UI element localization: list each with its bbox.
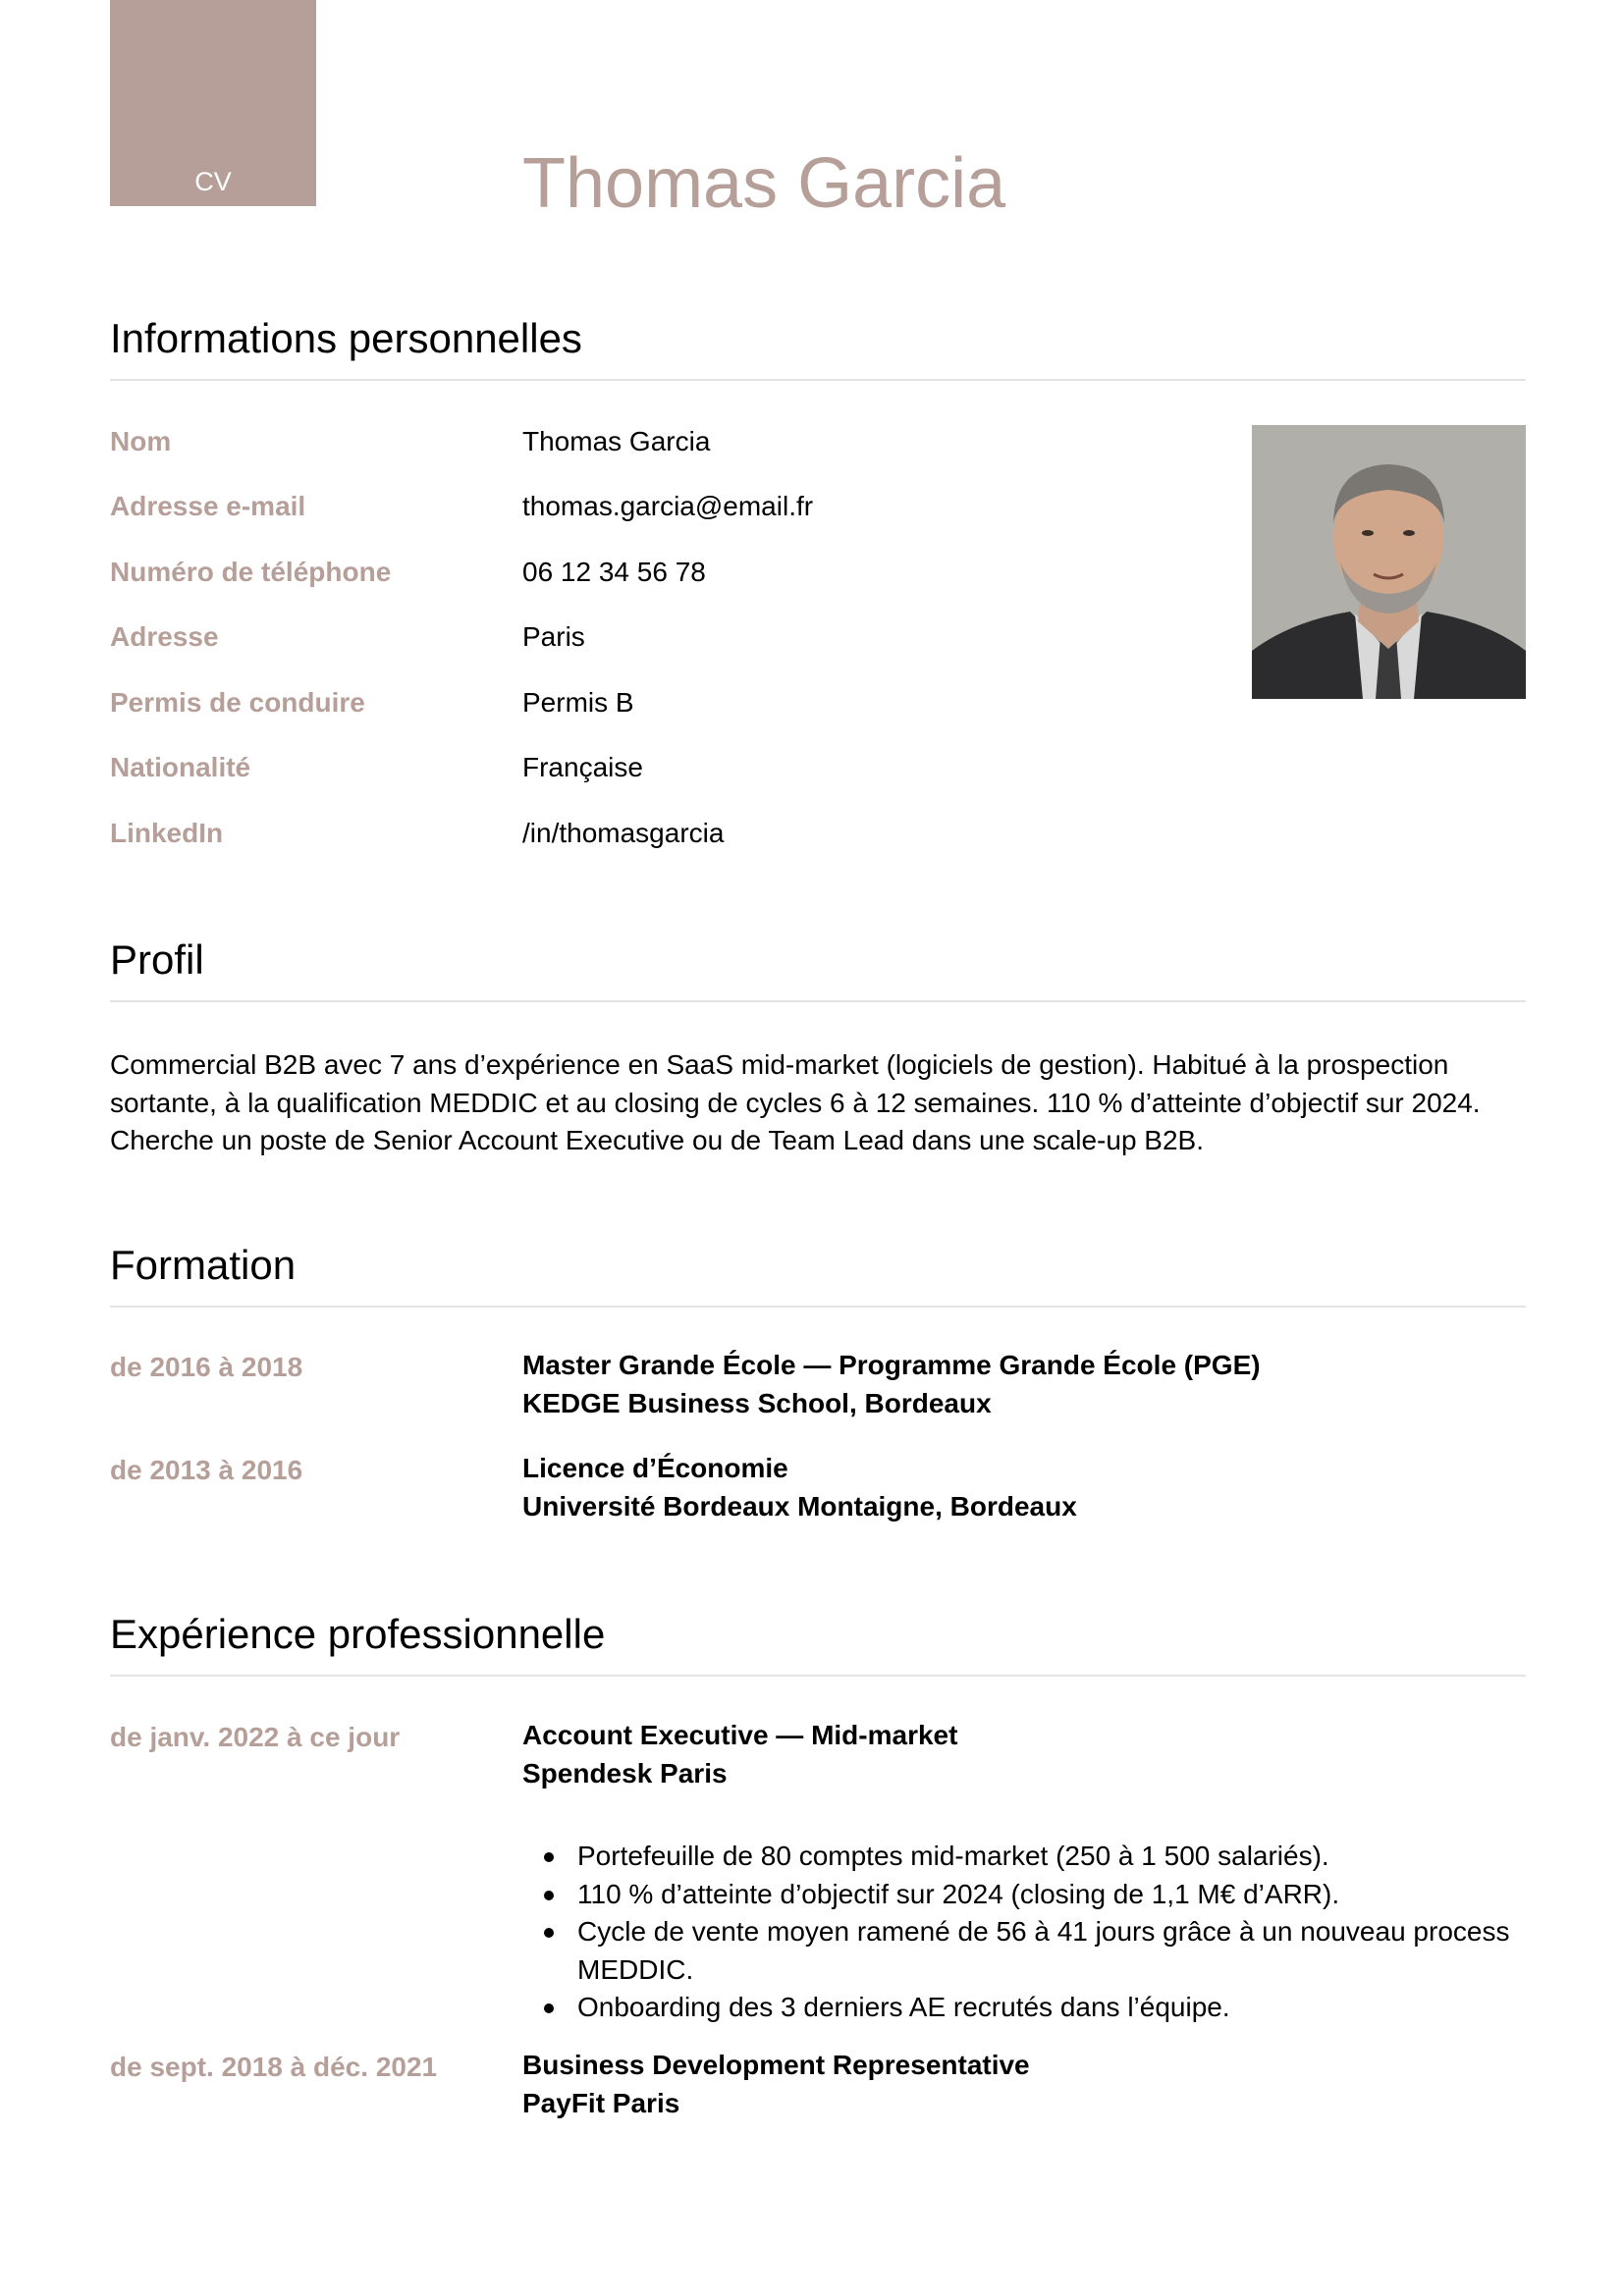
education-school: Université Bordeaux Montaigne, Bordeaux: [522, 1490, 1077, 1522]
info-value-linkedin[interactable]: /in/thomasgarcia: [522, 818, 725, 848]
info-label-address: Adresse: [110, 621, 219, 652]
experience-entry: [522, 1717, 1526, 1792]
experience-role: Business Development Representative: [522, 2050, 1030, 2080]
education-entry: [522, 1347, 1526, 1422]
cv-badge: [110, 0, 316, 206]
education-dates: de 2013 à 2016: [110, 1455, 303, 1485]
section-divider: [110, 379, 1526, 381]
info-value-name: Thomas Garcia: [522, 426, 711, 456]
section-title-profile: Profil: [110, 936, 204, 983]
info-value-license: Permis B: [522, 687, 634, 718]
experience-company: PayFit Paris: [522, 2087, 680, 2118]
experience-dates: de janv. 2022 à ce jour: [110, 1722, 401, 1752]
section-title-education: Formation: [110, 1242, 297, 1288]
section-title-personal-info: Informations personnelles: [110, 315, 582, 361]
info-value-address: Paris: [522, 621, 585, 652]
info-label-phone: Numéro de téléphone: [110, 557, 392, 587]
info-value-email[interactable]: thomas.garcia@email.fr: [522, 491, 814, 521]
section-divider: [110, 1000, 1526, 1002]
education-degree: Master Grande École — Programme Grande École (PGE): [522, 1350, 1261, 1380]
list-item: Cycle de vente moyen ramené de 56 à 41 jours grâce à un nouveau process MEDDIC.: [522, 1913, 1526, 1989]
section-title-experience: Expérience professionnelle: [110, 1611, 606, 1657]
education-entry: [522, 1450, 1526, 1525]
candidate-name: Thomas Garcia: [522, 144, 1006, 223]
education-school: KEDGE Business School, Bordeaux: [522, 1387, 992, 1418]
list-item: Portefeuille de 80 comptes mid-market (250 à 1 500 salariés).: [522, 1838, 1526, 1876]
profile-summary: Commercial B2B avec 7 ans d’expérience en SaaS mid-market (logiciels de gestion). Habitué à la prospection sortante, à la qualification MEDDIC et au closing de cycles 6 à 12 semaines. 110 % d’atteinte d’objectif sur 2024. Cherche un poste de Senior Account Executive ou de Team Lead dans une scale-up B2B.: [110, 1049, 1481, 1155]
portrait-photo-icon: [1252, 425, 1526, 699]
list-item: Onboarding des 3 derniers AE recrutés dans l’équipe.: [522, 1989, 1526, 2027]
list-item: 110 % d’atteinte d’objectif sur 2024 (closing de 1,1 M€ d’ARR).: [522, 1876, 1526, 1914]
info-value-nationality: Française: [522, 752, 643, 782]
cv-badge-label: CV: [194, 167, 232, 196]
section-divider: [110, 1306, 1526, 1308]
experience-dates: de sept. 2018 à déc. 2021: [110, 2052, 438, 2082]
info-label-nationality: Nationalité: [110, 752, 251, 782]
experience-company: Spendesk Paris: [522, 1757, 728, 1789]
info-label-license: Permis de conduire: [110, 687, 365, 718]
section-divider: [110, 1675, 1526, 1677]
experience-achievements: [522, 1838, 1526, 2027]
info-value-phone[interactable]: 06 12 34 56 78: [522, 557, 706, 587]
education-dates: de 2016 à 2018: [110, 1352, 303, 1382]
experience-role: Account Executive — Mid-market: [522, 1720, 958, 1750]
experience-entry: [522, 2047, 1526, 2122]
education-degree: Licence d’Économie: [522, 1453, 788, 1483]
info-label-linkedin: LinkedIn: [110, 818, 224, 848]
info-label-email: Adresse e-mail: [110, 491, 306, 521]
portrait-photo: [1252, 425, 1526, 699]
info-label-name: Nom: [110, 426, 172, 456]
